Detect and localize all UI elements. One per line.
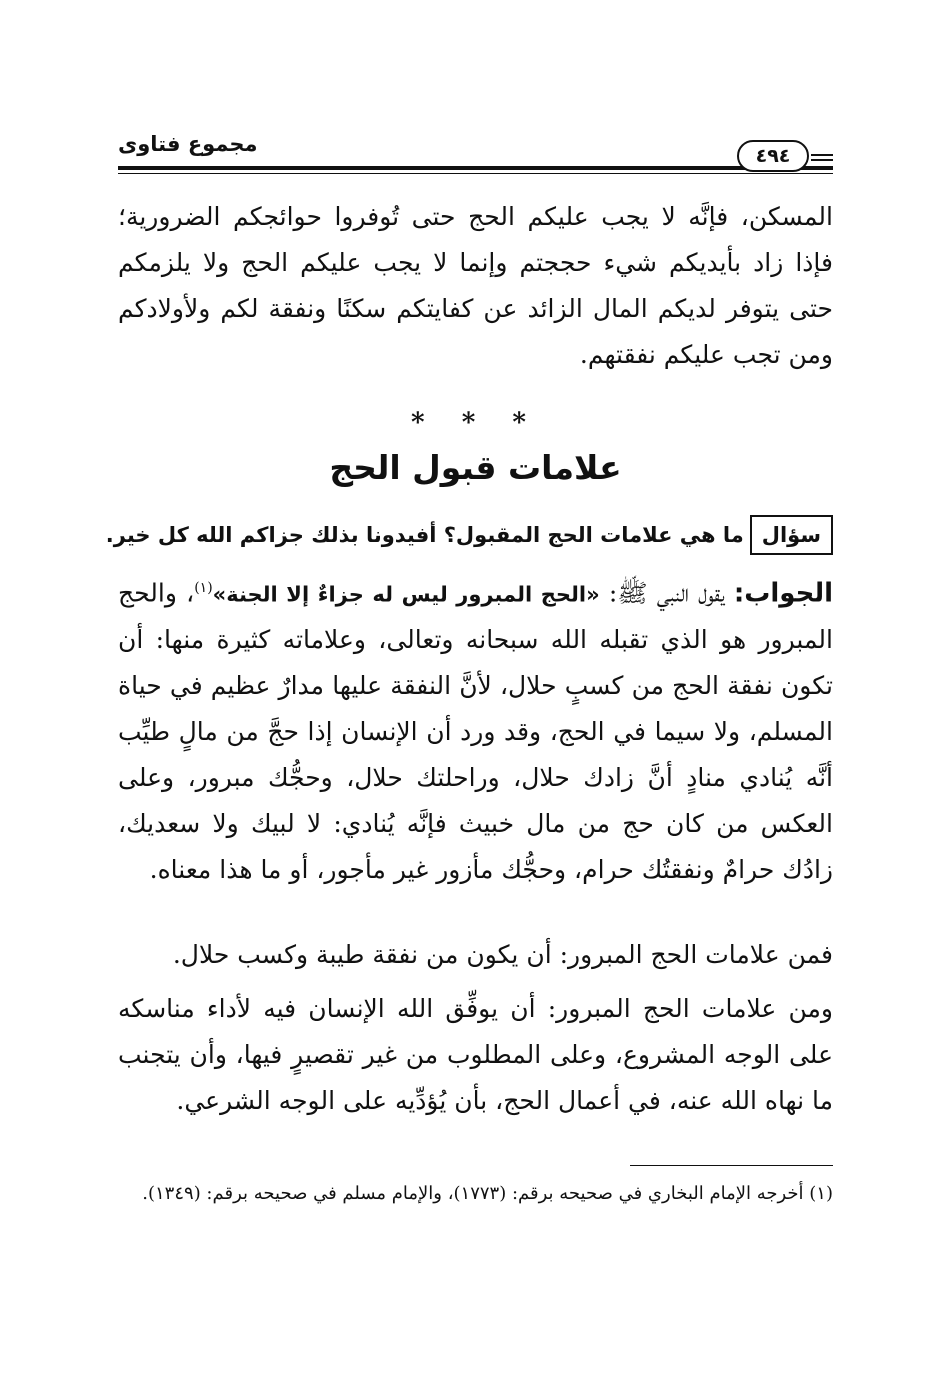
header-rule-ornament bbox=[811, 154, 833, 156]
paragraph-3: ومن علامات الحج المبرور: أن يوفِّق الله الإنسان فيه لأداء مناسكه على الوجه المشروع، وعلى المطلوب من غير تقصيرٍ فيها، وأن يتجنب ما نهاه الله عنه، في أعمال الحج، بأن يُؤدِّيه على الوجه الشرعي. bbox=[118, 994, 833, 1115]
header-rule-ornament bbox=[811, 159, 833, 161]
answer-paragraph bbox=[118, 565, 833, 893]
header-rule-thin bbox=[118, 173, 833, 174]
section-separator: * * * bbox=[411, 408, 540, 438]
question-label: سؤال bbox=[750, 515, 833, 555]
section-title: علامات قبول الحج bbox=[329, 448, 622, 487]
answer-label: الجواب: bbox=[733, 578, 833, 609]
footnote: (١) أخرجه الإمام البخاري في صحيحه برقم: (١٧٧٣)، والإمام مسلم في صحيحه برقم: (١٣٤٩). bbox=[142, 1183, 833, 1204]
footnote-rule bbox=[630, 1165, 833, 1166]
paragraph-2: فمن علامات الحج المبرور: أن يكون من نفقة طيبة وكسب حلال. bbox=[172, 940, 833, 969]
header-rule-thick bbox=[118, 166, 833, 170]
answer-lead: يقول النبي ﷺ: bbox=[599, 578, 734, 608]
footnote-reference: (١) bbox=[194, 580, 213, 596]
question-text: ما هي علامات الحج المقبول؟ أفيدونا بذلك جزاكم الله كل خير. bbox=[105, 523, 744, 547]
page-header bbox=[118, 128, 833, 178]
answer-body: ، والحج المبرور هو الذي تقبله الله سبحانه وتعالى، وعلاماته كثيرة منها: أن تكون نفقة الحج من كسبٍ حلال، لأنَّ النفقة عليها مدارٌ عظيم في حياة المسلم، ولا سيما في الحج، وقد ورد أن الإنسان إذا حجَّ من مالٍ طيِّب أنَّه يُنادي منادٍ أنَّ زادك حلال، وراحلتك حلال، وحجُّك مبرور، وعلى العكس من كان حج من مال خبيث فإنَّه يُنادي: لا لبيك ولا سعديك، زادُك حرامٌ ونفقتُك حرام، وحجُّك مأزور غير مأجور، أو ما هذا معناه. bbox=[118, 578, 833, 885]
book-title: مجموع فتاوى bbox=[118, 132, 258, 156]
page-number: ٤٩٤ bbox=[737, 140, 809, 172]
intro-paragraph: المسكن، فإنَّه لا يجب عليكم الحج حتى تُوفروا حوائجكم الضرورية؛ فإذا زاد بأيديكم شيء حججتم وإنما لا يجب عليكم الحج ولا يلزمكم حتى يتوفر لديكم المال الزائد عن كفايتكم سكنًا ونفقة لكم ولأولادكم ومن تجب عليكم نفقتهم. bbox=[118, 202, 833, 369]
hadith-quote: «الحج المبرور ليس له جزاءٌ إلا الجنة» bbox=[212, 582, 600, 607]
question bbox=[105, 513, 833, 557]
